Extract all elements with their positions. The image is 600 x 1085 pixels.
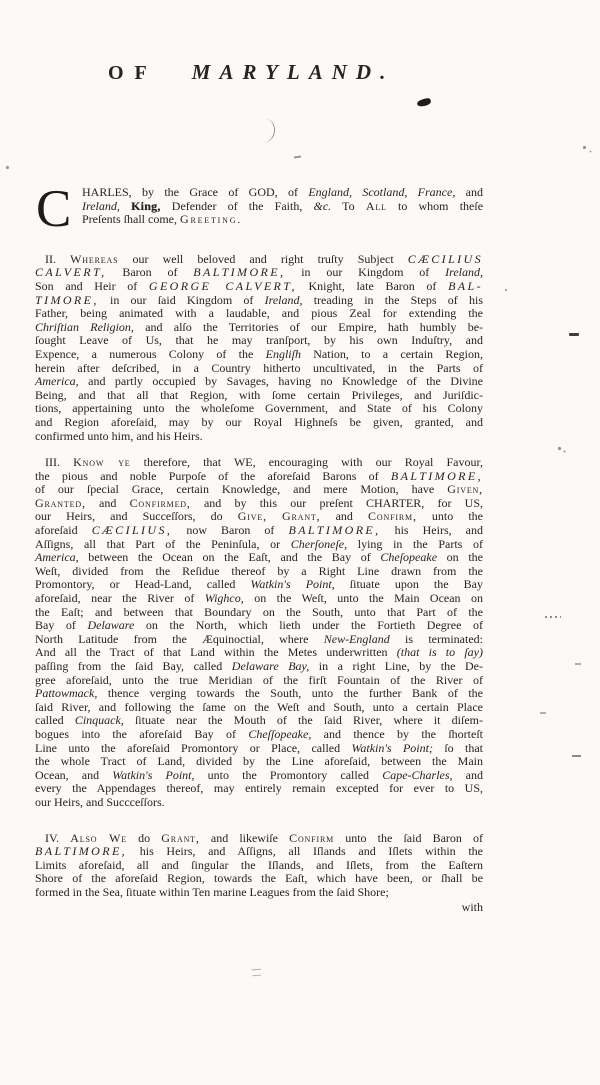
text-segment: Weſt, divided from the Reſidue thereof by a Right Line drawn from the [35,563,483,578]
text-segment: treading in the Steps of his [302,292,483,307]
text-line [35,782,483,796]
text-line [35,389,483,403]
text-line [35,769,483,783]
text-segment: formed in the Sea, ſituate within Ten marine Leagues from the ſaid Shore; [35,884,389,899]
text-line [35,592,483,606]
text-segment: IV. [45,830,71,845]
text-segment: ſituate near the Mouth of the ſaid River, where it diſem- [123,713,483,728]
text-segment: Ireland, [264,292,303,307]
ink-dash [572,755,581,757]
text-line [35,280,483,294]
text-line [35,416,483,430]
text-segment: Given, [447,482,483,497]
text-segment: Aſſigns, all that Part of the Peninſula, or [35,536,291,551]
text-segment: TIMORE, [35,292,99,307]
text-segment: on the Weſt, unto the Main Ocean on [243,591,483,606]
text-segment: on the North, which lieth under the Fortieth Degree of [134,618,483,633]
text-segment: II. [45,251,71,266]
text-line [35,348,483,362]
text-line [35,633,483,647]
text-line [35,334,483,348]
text-segment: aforeſaid, near the River of [35,591,205,606]
text-segment: North Latitude from the Æquinoctial, where [35,631,324,646]
text-segment: and by this our preſent CHARTER, for US, [190,495,484,510]
text-line [35,619,483,633]
text-segment: Know ye [73,455,131,470]
text-segment: BAL- [448,278,483,293]
text-segment: III. [45,455,74,470]
para-2-whereas [35,253,483,443]
text-segment: Ocean, and [35,767,113,782]
text-segment: do [127,830,162,845]
text-segment: and Region aforeſaid, may by our Royal Highneſs be given, granted, and [35,414,483,429]
text-line [35,456,483,470]
text-segment: aforeſaid [35,523,92,538]
text-segment: our well beloved and right truſty Subject [118,251,408,266]
text-segment: Promontory, or Head-Land, called [35,577,251,592]
text-line [35,606,483,620]
text-line [35,430,483,444]
text-segment: Cheſopeake [380,550,438,565]
text-segment: Engliſh [265,346,301,361]
text-line [35,728,483,742]
text-segment: our Heirs, and Succeſſors, do [35,509,238,524]
text-segment: BALTIMORE, [35,844,128,859]
text-segment: New-England [323,631,390,646]
catchword: with [461,899,483,914]
para-4-also-we [35,832,483,900]
text-segment: Cape-Charles, [382,767,453,782]
text-line [35,538,483,552]
text-segment: is terminated: [389,631,483,646]
text-segment: unto the ſaid Baron of [334,830,484,845]
text-segment: Grant, [282,509,321,524]
text-line [35,755,483,769]
text-segment: Whereas [70,251,119,266]
text-segment: Delaware [87,618,135,633]
text-line [35,186,483,200]
text-segment: ſaid River, and following the ſame on the Weſt and South, unto a certain Place [35,699,483,714]
text-line [35,402,483,416]
text-segment: gree aforeſaid, unto the true Meridian of the firſt Fountain of the River of [35,672,483,687]
text-segment: Shore of the aforeſaid Region, towards the Eaſt, which have been, or ſhall be [35,871,483,886]
text-segment: thence verging towards the South, unto the further Bank of the [97,686,483,701]
para-1-greeting [35,180,484,238]
ink-speck [6,166,9,169]
text-segment: our Heirs, and Succceſſors. [35,794,165,809]
text-segment: Limits aforeſaid, all and ſingular the Iſlands, and Iſlets, from the Eaſtern [35,857,483,872]
text-line [35,362,483,376]
text-segment: Watkin's Point; [351,740,433,755]
ink-dash [252,969,261,977]
running-title-maryland: MARYLAND. [191,60,395,84]
text-segment: Wighco, [204,591,244,606]
ink-speck [505,289,507,291]
text-line [35,266,483,280]
text-segment: Expence, a numerous Colony of the [35,346,266,361]
ink-blot [416,97,431,107]
text-line [35,845,483,859]
text-segment: America, [35,550,79,565]
text-line [35,375,483,389]
text-line [35,294,483,308]
text-segment: herein after deſcribed, in a Country hitherto uncultivated, in the Parts of [35,360,483,375]
text-segment: Bay of [35,618,88,633]
text-segment: Being, and that all that Region, with ſome certain Privileges, and Juriſdic- [35,387,483,402]
text-segment: HARLES, by the Grace of GOD, of [82,185,309,199]
text-line [35,200,483,214]
text-line [35,470,483,484]
text-segment: to whom theſe [386,198,484,213]
text-line [35,701,483,715]
text-segment: and [320,509,368,524]
ink-dash [569,333,579,336]
ink-dash [294,156,301,159]
text-segment: ſought Leave of Us, that he may tranſport, by his own Induſtry, and [35,333,483,348]
text-segment: Pattowmack, [35,686,98,701]
text-line [35,565,483,579]
text-segment: Watkin's Point, [250,577,335,592]
text-segment: on the [437,550,483,565]
text-segment: Nation, to a certain Region, [300,346,483,361]
ink-dash [575,663,581,665]
text-segment: and [455,185,484,199]
text-segment: Confirm, [368,509,417,524]
text-line [35,646,483,660]
text-segment: the whole Tract of Land, divided by the Line aforeſaid, between the Main [35,754,483,769]
paren-ink-mark [262,118,277,143]
text-segment: and alſo the Territories of our Empire, hath humbly be- [133,319,484,334]
text-segment: Defender of the Faith, [160,198,314,213]
text-segment: and likewiſe [199,830,290,845]
text-segment: Cheſſopeake, [248,726,312,741]
running-title [108,60,394,85]
text-segment: Give, [237,509,267,524]
text-segment: every the Appendages thereof, may entirely remain excepted for ever to US, [35,781,483,796]
text-segment: Also We [70,830,128,845]
text-segment [120,199,131,213]
text-segment: CÆCILIUS, [91,523,173,538]
text-line [35,510,483,524]
text-segment [267,509,282,523]
text-segment: Confirm [289,830,335,845]
text-line [35,524,483,538]
ink-dots [545,616,561,618]
text-line [35,213,483,227]
text-segment: And all the Tract of that Land within the Metes underwritten [35,645,397,660]
text-segment: and partly occupied by Savages, having no Knowledge of the Divine [78,374,483,389]
text-segment: and thence by the ſhorteſt [311,726,483,741]
text-segment: Son and Heir of [35,278,149,293]
text-segment: GEORGE CALVERT, [148,278,297,293]
text-segment: Confirmed, [129,495,191,510]
text-segment: England, Scotland, France, [308,185,456,199]
text-segment: CÆCILIUS [407,251,484,266]
text-segment: ſo that [432,740,483,755]
drop-cap: C [36,180,72,238]
text-segment: Knight, late Baron of [296,278,449,293]
text-line [35,253,483,267]
text-line [35,307,483,321]
text-segment: the Eaſt; and between that Boundary on the South, unto that Part of the [35,604,483,619]
text-line [35,483,483,497]
ink-dash [540,712,546,714]
text-line [35,660,483,674]
text-segment: the pious and noble Purpoſe of the aforeſaid Barons of [35,468,391,483]
text-segment: Line unto the aforeſaid Promontory or Place, called [35,740,352,755]
text-line [35,497,483,511]
text-segment: &c. [313,198,332,213]
text-segment: King, [131,198,161,213]
text-segment: CALVERT, [35,265,107,280]
text-segment: Ireland, [82,198,120,213]
text-segment: Delaware Bay, [231,659,310,673]
text-segment: ſituate upon the Bay [334,577,484,592]
text-line [35,859,483,873]
text-segment: called [35,713,75,728]
text-segment: BALTIMORE, [288,523,381,538]
text-line [35,674,483,688]
text-segment: in our ſaid Kingdom of [98,292,265,307]
text-segment: BALTIMORE, [390,468,483,483]
text-segment: in a right Line, by the De- [309,659,483,673]
text-segment: To [331,198,366,213]
text-segment: therefore, that WE, encouraging with our Royal Favour, [130,455,483,470]
para-3-know-ye [35,456,483,809]
text-line [35,796,483,810]
text-segment: now Baron of [172,523,289,538]
catchword-line [35,901,483,915]
text-segment: (that is to ſay) [396,645,483,660]
text-segment: Granted, [35,495,86,510]
text-segment: unto the [416,509,484,524]
text-segment: his Heirs, and [380,523,484,538]
text-segment: All [365,198,387,213]
text-line [35,832,483,846]
text-segment: and [85,495,130,510]
text-segment: Preſents ſhall come, [82,212,180,227]
text-segment: tions, appertaining unto the wholeſome Government, and State of his Colony [35,401,483,416]
running-title-of: OF [108,62,158,84]
text-line [35,872,483,886]
text-line [35,687,483,701]
text-line [35,551,483,565]
text-segment: in our Kingdom of [285,265,446,280]
text-segment: Baron of [106,265,194,280]
text-segment: and [452,767,483,782]
text-line [35,742,483,756]
ink-dots [583,146,586,149]
text-segment: Cinquack, [74,713,124,728]
ink-dots [558,447,561,450]
text-line [35,321,483,335]
text-segment: Grant, [161,830,200,845]
charter-body-text [35,180,484,914]
text-segment: Greeting. [179,212,243,227]
text-segment: Watkin's Point, [112,767,195,782]
text-segment: Father, being animated with a laudable, and pious Zeal for extending the [35,306,483,321]
text-segment: Chriſtian Religion, [35,319,134,334]
text-segment: lying in the Parts of [347,536,483,551]
text-line [35,886,483,900]
text-line [35,578,483,592]
text-segment: Ireland, [445,265,483,280]
text-segment: America, [35,374,79,389]
text-segment: BALTIMORE, [193,265,286,280]
text-segment: between the Ocean on the Eaſt, and the Bay of [78,550,381,565]
text-segment: of our ſpecial Grace, certain Knowledge, and mere Motion, have [35,482,448,497]
text-segment: unto the Promontory called [194,767,383,782]
text-segment: Cherſoneſe, [290,536,348,551]
text-segment: bogues into the aforeſaid Bay of [35,726,249,741]
text-segment: his Heirs, and Aſſigns, all Iſlands and Iſlets within the [127,844,483,859]
text-segment: confirmed unto him, and his Heirs. [35,428,203,443]
text-segment: paſſing from the ſaid Bay, called [35,659,232,673]
text-line [35,714,483,728]
